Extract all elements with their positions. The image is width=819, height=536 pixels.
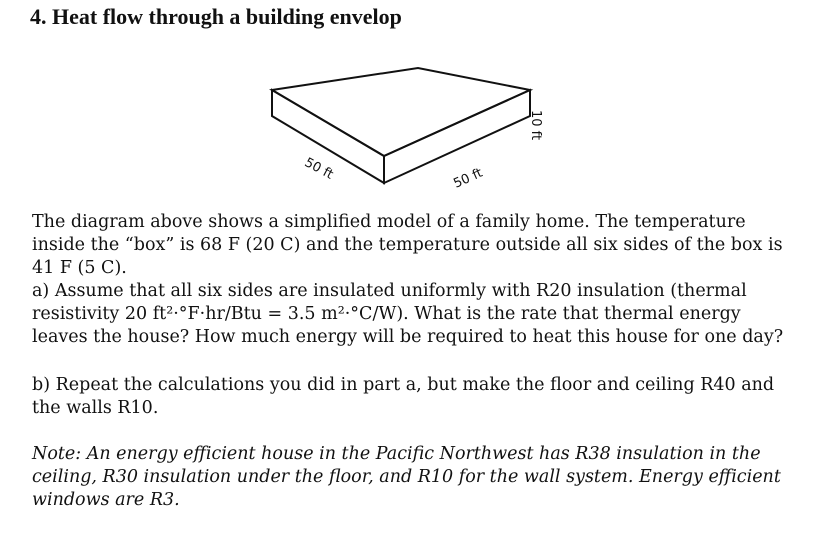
dim-label-height: 10 ft <box>528 110 543 141</box>
note-paragraph: Note: An energy efficient house in the Pacific Northwest has R38 insulation in the ceiling, R30 insulation under the floor, and R10 for the wall system. Energy efficient windows are R3. <box>32 444 781 510</box>
dim-label-left: 50 ft <box>301 155 336 183</box>
dim-label-front: 50 ft <box>451 165 485 192</box>
part-a-paragraph: a) Assume that all six sides are insulated uniformly with R20 insulation (thermal resistivity 20 ft²·°F·hr/Btu = 3.5 m²·°C/W). What is the rate that thermal energy leaves the house? How much energy will be required to heat this house for one day? <box>32 281 784 347</box>
problem-title: 4. Heat flow through a building envelop <box>30 4 402 29</box>
box-right-face <box>384 90 530 183</box>
intro-paragraph: The diagram above shows a simplified model of a family home. The temperature inside the “box” is 68 F (20 C) and the temperature outside all six sides of the box is 41 F (5 C). <box>32 212 783 278</box>
part-b-paragraph: b) Repeat the calculations you did in part a, but make the floor and ceiling R40 and the walls R10. <box>32 375 775 418</box>
building-box-diagram <box>260 62 590 202</box>
